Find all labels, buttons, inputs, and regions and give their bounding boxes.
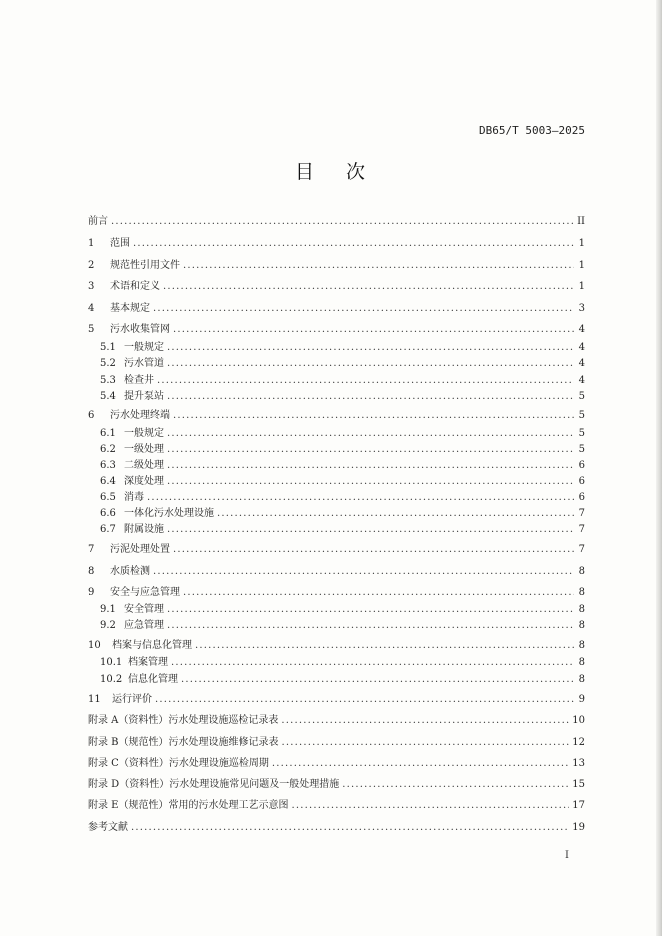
toc-label: 污水处理设施常见问题及一般处理措施 — [169, 779, 340, 790]
toc-number: 3 — [88, 281, 95, 292]
toc-label: 污泥处理处置 — [110, 544, 170, 555]
toc-label: 一般规定 — [124, 428, 164, 439]
toc-label: 消毒 — [124, 492, 144, 503]
toc-label: 规范性引用文件 — [110, 260, 180, 271]
toc-page: 7 — [578, 508, 585, 519]
toc-page: 5 — [578, 428, 585, 439]
toc-number: 6.7 — [100, 524, 116, 535]
toc-label: 水质检测 — [110, 566, 150, 577]
toc-label: 检查井 — [124, 375, 154, 386]
toc-label: 深度处理 — [124, 476, 164, 487]
toc-entry-4[interactable] — [88, 303, 585, 315]
toc-page: 4 — [578, 342, 585, 353]
dot-leader — [157, 375, 574, 387]
toc-number: 附录 C（资料性） — [88, 758, 169, 769]
toc-number: 1 — [88, 238, 95, 249]
toc-page: 19 — [572, 822, 585, 833]
toc-number: 2 — [88, 260, 95, 271]
dot-leader — [173, 410, 574, 422]
dot-leader — [167, 444, 574, 456]
toc-label: 档案管理 — [128, 657, 168, 668]
toc-label: 污水处理终端 — [110, 410, 170, 421]
page-folio: I — [565, 850, 569, 861]
toc-entry-10-2[interactable] — [100, 674, 585, 686]
dot-leader — [183, 260, 574, 272]
toc-number: 10 — [88, 640, 101, 651]
dot-leader — [173, 324, 574, 336]
toc-entry-appendix-e[interactable] — [88, 800, 585, 812]
toc-number: 5.3 — [100, 375, 116, 386]
toc-entry-5-1[interactable] — [100, 342, 585, 354]
dot-leader — [167, 460, 574, 472]
dot-leader — [183, 587, 574, 599]
toc-label: 信息化管理 — [128, 674, 178, 685]
toc-page: 4 — [578, 358, 585, 369]
toc-number: 4 — [88, 303, 95, 314]
toc-entry-6-5[interactable] — [100, 492, 585, 504]
toc-page: 7 — [578, 524, 585, 535]
toc-page: 5 — [578, 391, 585, 402]
toc-label: 安全管理 — [124, 604, 164, 615]
toc-entry-6-3[interactable] — [100, 460, 585, 472]
dot-leader — [171, 657, 574, 669]
toc-number: 9 — [88, 587, 95, 598]
toc-page: 6 — [578, 460, 585, 471]
dot-leader — [153, 303, 574, 315]
toc-entry-5-3[interactable] — [100, 375, 585, 387]
toc-entry-8[interactable] — [88, 566, 585, 578]
toc-number: 5 — [88, 324, 95, 335]
toc-number: 附录 E（规范性） — [88, 800, 169, 811]
toc-number: 6.4 — [100, 476, 116, 487]
toc-label: 污水管道 — [124, 358, 164, 369]
toc-entry-appendix-a[interactable] — [88, 715, 585, 727]
toc-page: 8 — [578, 640, 585, 651]
toc-number: 11 — [88, 694, 101, 705]
dot-leader — [155, 694, 574, 706]
toc-page: 1 — [578, 238, 585, 249]
dot-leader — [167, 428, 574, 440]
toc-number: 6.2 — [100, 444, 116, 455]
toc-entry-appendix-d[interactable] — [88, 779, 585, 791]
toc-number: 5.4 — [100, 391, 116, 402]
dot-leader — [133, 238, 574, 250]
toc-label: 基本规定 — [110, 303, 150, 314]
toc-entry-foreword[interactable] — [88, 216, 585, 228]
toc-entry-appendix-b[interactable] — [88, 737, 585, 749]
toc-entry-6-4[interactable] — [100, 476, 585, 488]
toc-entry-1[interactable] — [88, 238, 585, 250]
dot-leader — [167, 476, 574, 488]
toc-label: 运行评价 — [112, 694, 152, 705]
dot-leader — [131, 822, 569, 834]
toc-entry-5[interactable] — [88, 324, 585, 336]
dot-leader — [173, 544, 574, 556]
dot-leader — [281, 715, 569, 727]
toc-page: 5 — [578, 410, 585, 421]
toc-page: 10 — [572, 715, 585, 726]
toc-page: 6 — [578, 476, 585, 487]
toc-number: 6.1 — [100, 428, 116, 439]
toc-entry-9-1[interactable] — [100, 604, 585, 616]
dot-leader — [167, 342, 574, 354]
toc-number: 6.5 — [100, 492, 116, 503]
toc-entry-5-2[interactable] — [100, 358, 585, 370]
toc-label: 污水收集管网 — [110, 324, 170, 335]
title-char-left: 目 — [294, 161, 316, 183]
toc-label: 一体化污水处理设施 — [124, 508, 214, 519]
toc-number: 5.1 — [100, 342, 116, 353]
toc-number: 7 — [88, 544, 95, 555]
toc-label: 常用的污水处理工艺示意图 — [168, 800, 289, 811]
dot-leader — [181, 674, 574, 686]
toc-number: 9.2 — [100, 620, 116, 631]
dot-leader — [167, 524, 574, 536]
toc-page: 1 — [578, 260, 585, 271]
dot-leader — [217, 508, 574, 520]
toc-page: 8 — [578, 604, 585, 615]
dot-leader — [153, 566, 574, 578]
toc-entry-6-1[interactable] — [100, 428, 585, 440]
toc-page: 4 — [578, 324, 585, 335]
toc-entry-6-2[interactable] — [100, 444, 585, 456]
toc-label: 污水处理设施维修记录表 — [168, 737, 279, 748]
toc-number: 6.3 — [100, 460, 116, 471]
toc-label: 一般规定 — [124, 342, 164, 353]
toc-number: 6.6 — [100, 508, 116, 519]
dot-leader — [167, 358, 574, 370]
title-char-right: 次 — [346, 161, 368, 183]
toc-label: 污水处理设施巡检周期 — [168, 758, 269, 769]
toc-entry-6[interactable] — [88, 410, 585, 422]
dot-leader — [163, 281, 574, 293]
toc-page: 8 — [578, 674, 585, 685]
toc-number: 5.2 — [100, 358, 116, 369]
toc-page: 1 — [578, 281, 585, 292]
dot-leader — [167, 604, 574, 616]
dot-leader — [167, 391, 574, 403]
toc-page: 8 — [578, 620, 585, 631]
toc-label: 提升泵站 — [124, 391, 164, 402]
toc-entry-7[interactable] — [88, 544, 585, 556]
toc-page: 12 — [572, 737, 585, 748]
toc-number: 9.1 — [100, 604, 116, 615]
toc-label: 前言 — [88, 216, 108, 227]
dot-leader — [195, 640, 574, 652]
toc-page: 8 — [578, 566, 585, 577]
toc-page: 8 — [578, 657, 585, 668]
toc-number: 10.2 — [100, 674, 123, 685]
toc-label: 术语和定义 — [110, 281, 160, 292]
toc-entry-5-4[interactable] — [100, 391, 585, 403]
toc-label: 档案与信息化管理 — [112, 640, 192, 651]
dot-leader — [282, 737, 570, 749]
dot-leader — [147, 492, 574, 504]
toc-entry-6-6[interactable] — [100, 508, 585, 520]
toc-entry-9-2[interactable] — [100, 620, 585, 632]
toc-page: 17 — [572, 800, 585, 811]
toc-label: 参考文献 — [88, 822, 128, 833]
toc-page: 6 — [578, 492, 585, 503]
toc-entry-10-1[interactable] — [100, 657, 585, 669]
toc-number: 附录 A（资料性） — [88, 715, 169, 726]
toc-label: 范围 — [110, 238, 130, 249]
dot-leader — [342, 779, 569, 791]
toc-entry-6-7[interactable] — [100, 524, 585, 536]
toc-number: 附录 B（规范性） — [88, 737, 169, 748]
toc-label: 二级处理 — [124, 460, 164, 471]
toc-page: 9 — [578, 694, 585, 705]
toc-entry-11[interactable] — [88, 694, 585, 706]
toc-page: 3 — [578, 303, 585, 314]
toc-page: II — [577, 216, 585, 227]
toc-number: 附录 D（资料性） — [88, 779, 170, 790]
toc-entry-2[interactable] — [88, 260, 585, 272]
toc-page: 4 — [578, 375, 585, 386]
toc-number: 8 — [88, 566, 95, 577]
document-code: DB65/T 5003—2025 — [479, 124, 585, 137]
toc-label: 附属设施 — [124, 524, 164, 535]
dot-leader — [272, 758, 569, 770]
toc-label: 应急管理 — [124, 620, 164, 631]
dot-leader — [111, 216, 574, 228]
toc-label: 一级处理 — [124, 444, 164, 455]
toc-entry-9[interactable] — [88, 587, 585, 599]
toc-entry-appendix-c[interactable] — [88, 758, 585, 770]
toc-page: 7 — [578, 544, 585, 555]
dot-leader — [291, 800, 569, 812]
toc-page: 8 — [578, 587, 585, 598]
toc-entry-references[interactable] — [88, 822, 585, 834]
toc-page: 15 — [572, 779, 585, 790]
toc-entry-3[interactable] — [88, 281, 585, 293]
toc-number: 10.1 — [100, 657, 123, 668]
toc-entry-10[interactable] — [88, 640, 585, 652]
toc-page: 13 — [572, 758, 585, 769]
toc-label: 安全与应急管理 — [110, 587, 180, 598]
toc-number: 6 — [88, 410, 95, 421]
toc-label: 污水处理设施巡检记录表 — [168, 715, 279, 726]
dot-leader — [167, 620, 574, 632]
toc-page: 5 — [578, 444, 585, 455]
